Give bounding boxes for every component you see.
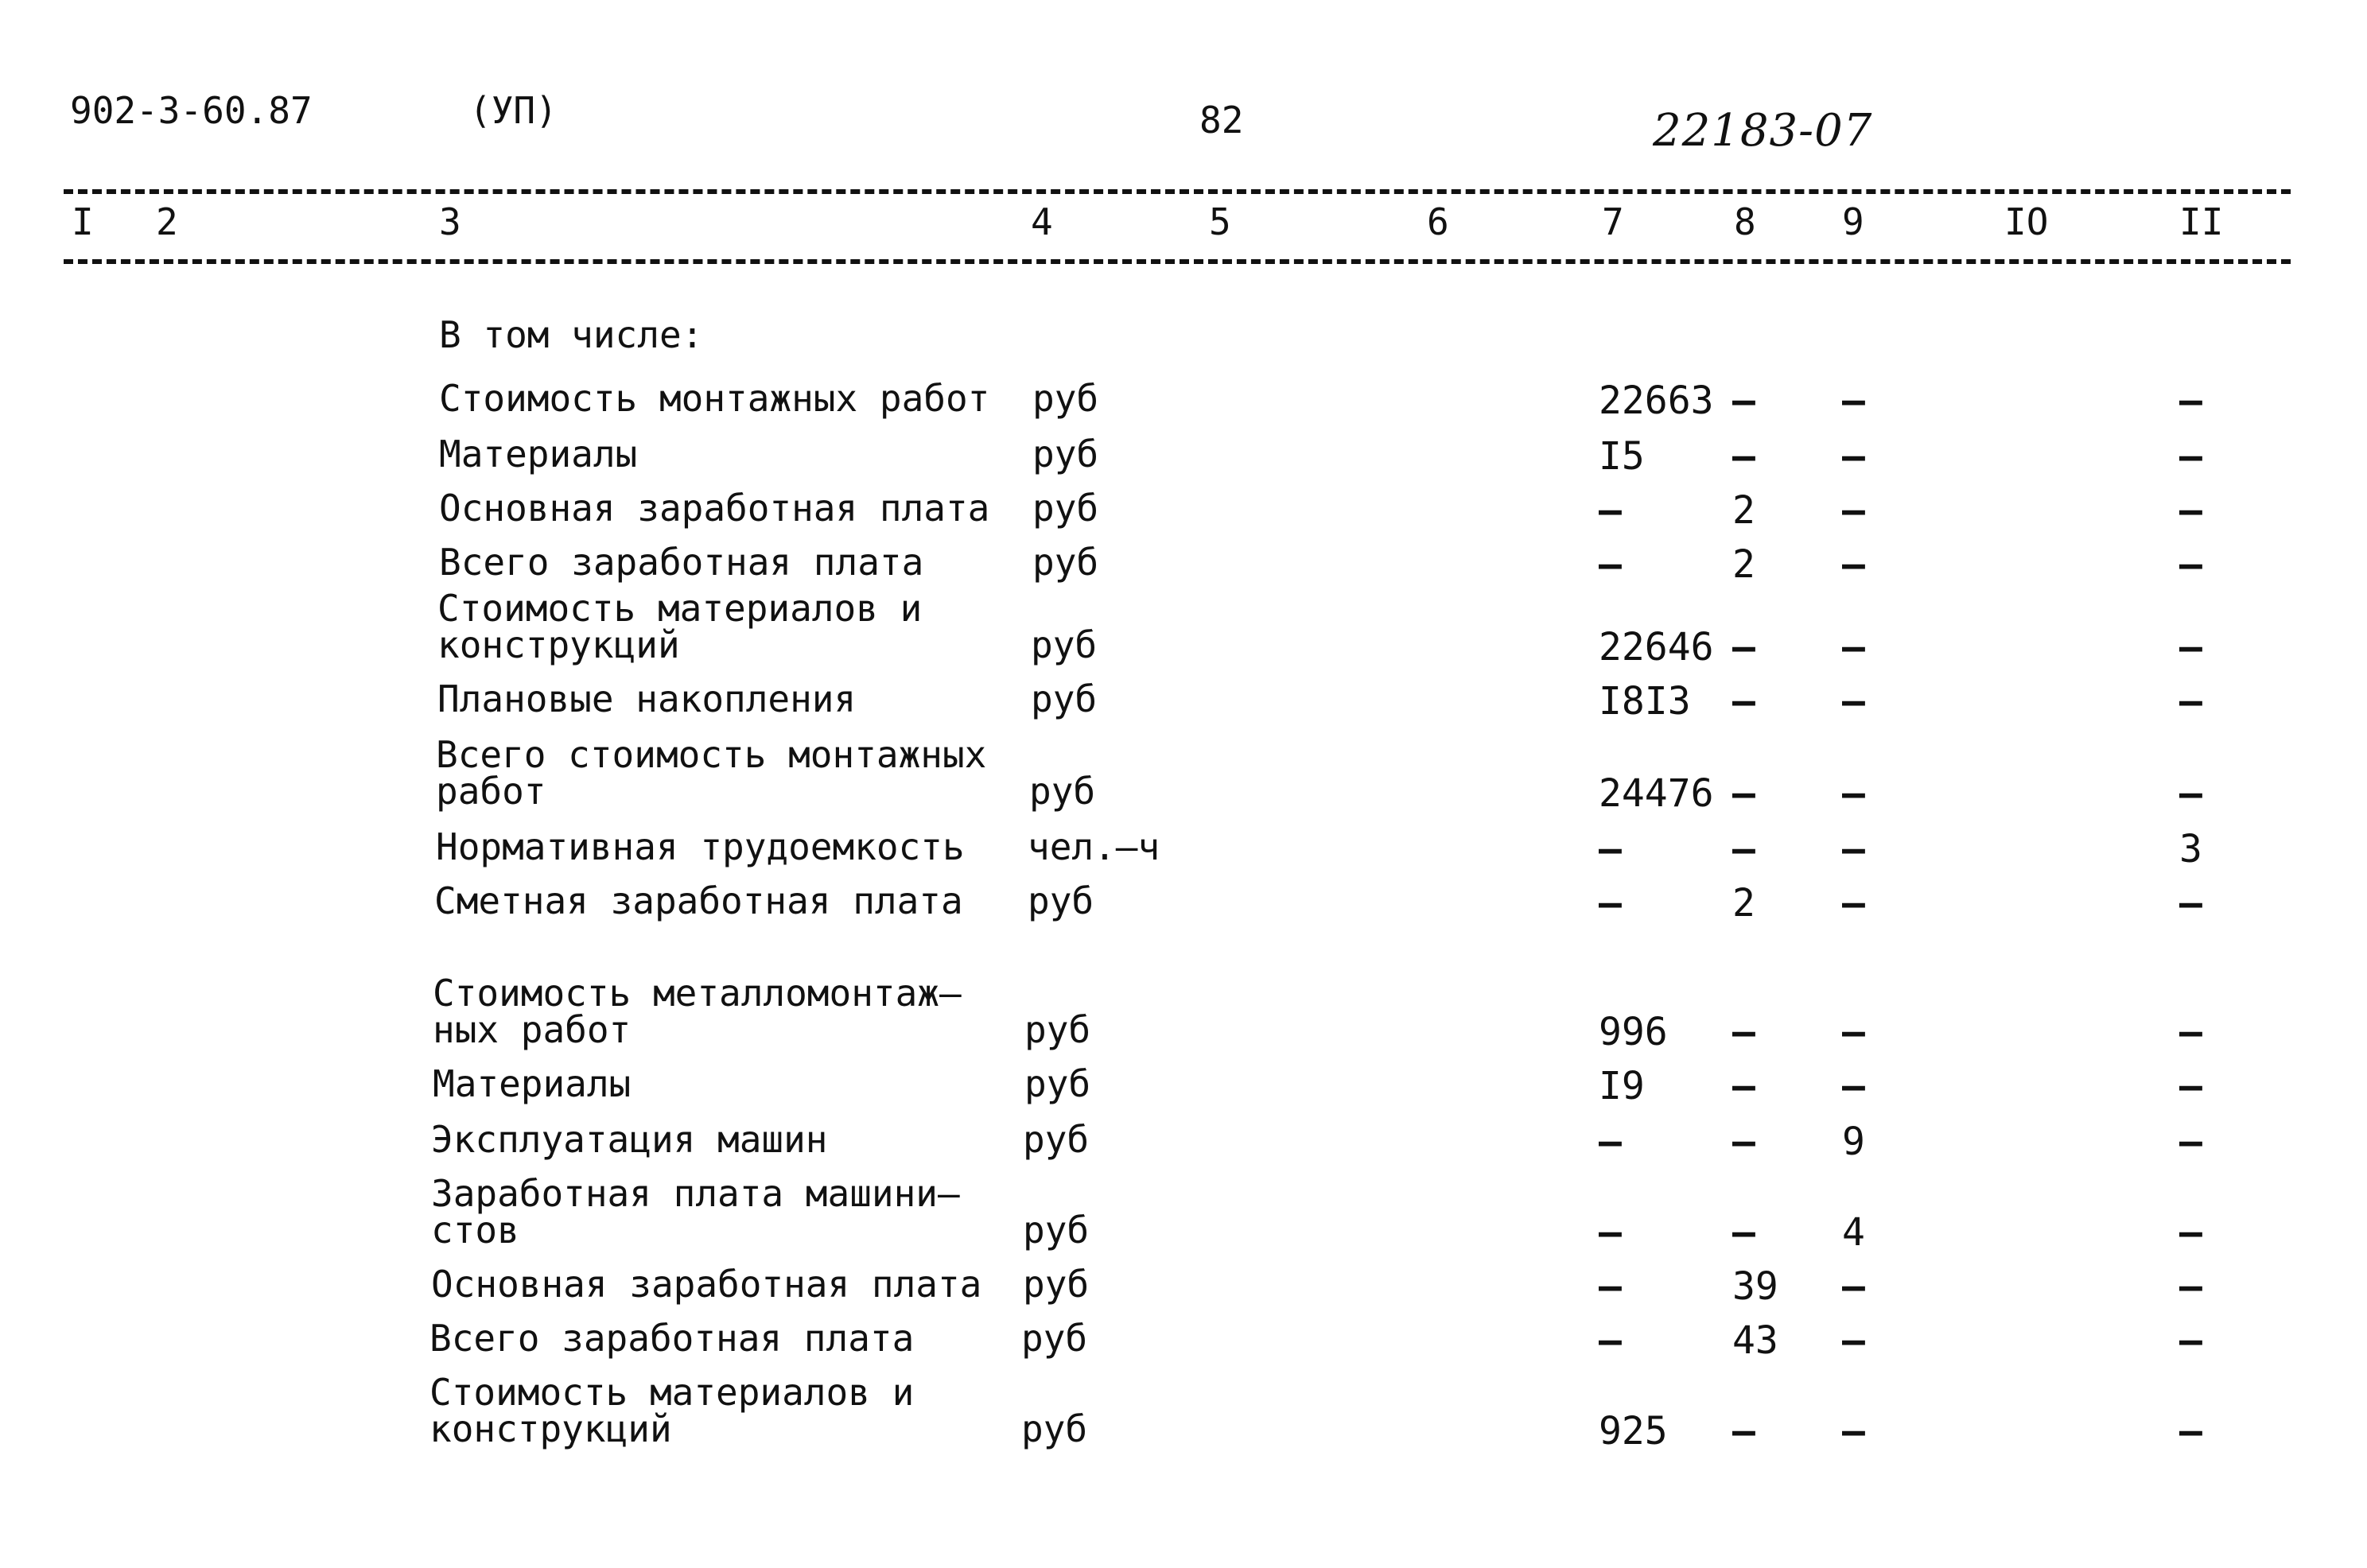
row-label: конструкций xyxy=(429,1407,672,1450)
cell-col8: 39 xyxy=(1732,1264,1778,1309)
cell-col9: – xyxy=(1842,625,1865,670)
row-label: Стоимость материалов и xyxy=(429,1371,915,1414)
cell-col8: – xyxy=(1732,1120,1755,1164)
cell-col11: – xyxy=(2179,1409,2202,1454)
page-number: 82 xyxy=(1199,99,1244,142)
cell-col8: – xyxy=(1732,434,1755,479)
cell-col7: – xyxy=(1599,1120,1622,1164)
row-unit: руб xyxy=(1032,487,1099,530)
cell-col8: 43 xyxy=(1732,1318,1778,1363)
row-unit: руб xyxy=(1031,623,1098,666)
row-label: Основная заработная плата xyxy=(431,1263,982,1306)
row-label: Материалы xyxy=(433,1062,632,1105)
cell-col9: – xyxy=(1842,827,1865,871)
row-unit: руб xyxy=(1024,1008,1091,1051)
document-code: 902-3-60.87 xyxy=(70,89,313,132)
row-label: ных работ xyxy=(433,1008,632,1051)
cell-col9: – xyxy=(1842,771,1865,816)
cell-col11: – xyxy=(2179,1010,2202,1054)
row-label: работ xyxy=(436,770,546,813)
row-unit: руб xyxy=(1023,1209,1090,1252)
cell-col9: – xyxy=(1842,1010,1865,1054)
cell-col9: – xyxy=(1842,679,1865,724)
cell-col9: – xyxy=(1842,1064,1865,1108)
cell-col8: – xyxy=(1732,1064,1755,1108)
row-label: Всего стоимость монтажных xyxy=(436,733,987,776)
cell-col9: 4 xyxy=(1842,1210,1865,1255)
header-top-rule xyxy=(64,189,2291,194)
cell-col11: – xyxy=(2179,378,2202,423)
cell-col8: 2 xyxy=(1732,488,1755,533)
document-mark: (УП) xyxy=(469,89,558,132)
cell-col8: – xyxy=(1732,679,1755,724)
cell-col11: 3 xyxy=(2179,827,2202,871)
column-number-3: 3 xyxy=(439,200,461,243)
row-unit: руб xyxy=(1029,770,1096,813)
row-unit: руб xyxy=(1032,377,1099,420)
cell-col7: – xyxy=(1599,827,1622,871)
album-number: 22183-07 xyxy=(1653,105,1873,157)
column-number-1: I xyxy=(72,200,94,243)
column-number-11: II xyxy=(2179,200,2224,243)
cell-col9: – xyxy=(1842,488,1865,533)
row-unit: руб xyxy=(1032,541,1099,584)
row-label: Стоимость металломонтаж– xyxy=(433,972,962,1015)
row-label: Сметная заработная плата xyxy=(434,879,963,922)
column-number-4: 4 xyxy=(1031,200,1053,243)
row-label: Всего заработная плата xyxy=(429,1317,915,1360)
row-label: стов xyxy=(431,1209,519,1252)
cell-col8: 2 xyxy=(1732,542,1755,587)
cell-col7: 22663 xyxy=(1599,378,1714,423)
cell-col11: – xyxy=(2179,1318,2202,1363)
cell-col11: – xyxy=(2179,434,2202,479)
cell-col7: 22646 xyxy=(1599,625,1714,670)
row-label: Стоимость монтажных работ xyxy=(439,377,990,420)
row-label: Плановые накопления xyxy=(437,677,857,720)
cell-col9: – xyxy=(1842,1264,1865,1309)
row-unit: руб xyxy=(1032,433,1099,475)
cell-col7: – xyxy=(1599,488,1622,533)
cell-col9: – xyxy=(1842,1318,1865,1363)
cell-col11: – xyxy=(2179,1264,2202,1309)
row-label: Нормативная трудоемкость xyxy=(436,825,965,868)
row-label: Всего заработная плата xyxy=(439,541,924,584)
cell-col11: – xyxy=(2179,1120,2202,1164)
column-number-7: 7 xyxy=(1602,200,1624,243)
cell-col8: 2 xyxy=(1732,881,1755,926)
column-number-6: 6 xyxy=(1427,200,1449,243)
cell-col11: – xyxy=(2179,1064,2202,1108)
cell-col8: – xyxy=(1732,771,1755,816)
cell-col9: – xyxy=(1842,434,1865,479)
cell-col8: – xyxy=(1732,625,1755,670)
row-label: Материалы xyxy=(439,433,638,475)
row-label: Стоимость материалов и xyxy=(437,587,923,630)
cell-col11: – xyxy=(2179,1210,2202,1255)
cell-col11: – xyxy=(2179,679,2202,724)
cell-col8: – xyxy=(1732,827,1755,871)
cell-col7: 925 xyxy=(1599,1409,1668,1454)
column-number-8: 8 xyxy=(1734,200,1756,243)
row-unit: руб xyxy=(1021,1407,1088,1450)
cell-col7: – xyxy=(1599,881,1622,926)
row-label: Заработная плата машини– xyxy=(431,1172,960,1215)
column-number-2: 2 xyxy=(156,200,178,243)
cell-col8: – xyxy=(1732,378,1755,423)
cell-col11: – xyxy=(2179,625,2202,670)
row-unit: руб xyxy=(1021,1317,1088,1360)
cell-col7: I9 xyxy=(1599,1064,1645,1108)
column-number-10: IO xyxy=(2004,200,2049,243)
row-unit: руб xyxy=(1028,879,1094,922)
header-bottom-rule xyxy=(64,259,2291,264)
cell-col8: – xyxy=(1732,1210,1755,1255)
cell-col7: – xyxy=(1599,1318,1622,1363)
row-label: Основная заработная плата xyxy=(439,487,990,530)
cell-col9: – xyxy=(1842,542,1865,587)
cell-col7: – xyxy=(1599,542,1622,587)
row-label: конструкций xyxy=(437,623,680,666)
cell-col8: – xyxy=(1732,1010,1755,1054)
cell-col11: – xyxy=(2179,881,2202,926)
row-unit: руб xyxy=(1023,1263,1090,1306)
cell-col7: – xyxy=(1599,1210,1622,1255)
row-unit: руб xyxy=(1031,677,1098,720)
cell-col7: 24476 xyxy=(1599,771,1714,816)
cell-col9: – xyxy=(1842,1409,1865,1454)
row-unit: руб xyxy=(1023,1118,1090,1161)
cell-col11: – xyxy=(2179,488,2202,533)
cell-col9: – xyxy=(1842,378,1865,423)
cell-col11: – xyxy=(2179,542,2202,587)
cell-col7: I8I3 xyxy=(1599,679,1691,724)
cell-col9: 9 xyxy=(1842,1120,1865,1164)
column-number-5: 5 xyxy=(1209,200,1231,243)
row-unit: руб xyxy=(1024,1062,1091,1105)
cell-col7: 996 xyxy=(1599,1010,1668,1054)
cell-col9: – xyxy=(1842,881,1865,926)
row-label: Эксплуатация машин xyxy=(431,1118,828,1161)
cell-col8: – xyxy=(1732,1409,1755,1454)
section-intro: В том числе: xyxy=(439,313,704,356)
column-number-9: 9 xyxy=(1842,200,1864,243)
cell-col11: – xyxy=(2179,771,2202,816)
row-unit: чел.–ч xyxy=(1028,825,1160,868)
cell-col7: I5 xyxy=(1599,434,1645,479)
cell-col7: – xyxy=(1599,1264,1622,1309)
